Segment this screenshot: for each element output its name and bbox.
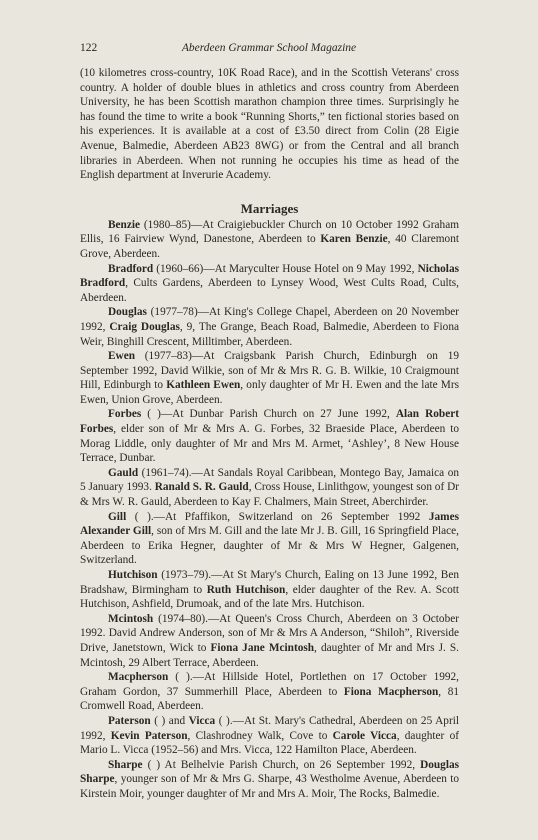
entry-text: ( )—At Dunbar Parish Church on 27 June 1992, (141, 408, 396, 421)
entry-text: ( ) and (150, 714, 189, 727)
entry-bold-name: James Alexander Gill (80, 510, 459, 538)
marriage-entry-macpherson (80, 670, 459, 714)
entry-name: Forbes (108, 408, 142, 421)
entry-text: (1977–78)—At King's College Chapel, Aberdeen on 20 November 1992, (80, 306, 459, 333)
entry-bold-name: Carole Vicca (332, 729, 397, 742)
marriage-entry-forbes (80, 407, 459, 465)
entry-bold-name: Kevin Paterson (110, 729, 188, 742)
marriage-entry-sharpe (80, 758, 459, 802)
entry-bold-name: Douglas Sharpe (80, 758, 459, 786)
entry-text: , 81 Cromwell Road, Aberdeen. (80, 685, 459, 713)
entry-name: Paterson (108, 714, 151, 727)
entry-bold-name: Alan Robert Forbes (80, 408, 459, 436)
marriage-entry-benzie (80, 218, 459, 262)
marriage-entry-douglas (80, 305, 459, 349)
entry-text: (1960–66)—At Maryculter House Hotel on 9 May 1992, (153, 262, 418, 275)
entry-text: (1980–85)—At Craigiebuckler Church on 10 October 1992 Graham Ellis, 16 Fairview Wynd, Danestone, Aberdeen to (80, 218, 459, 246)
entry-text: , Cults Gardens, Aberdeen to Lynsey Wood, West Cults Road, Cults, Aberdeen. (80, 277, 459, 304)
entry-text: ( ) At Belhelvie Parish Church, on 26 September 1992, (142, 758, 421, 771)
intro-paragraph: (10 kilometres cross-country, 10K Road Race), and in the Scottish Veterans' cross country. A holder of double blues in athletics and cross country from Aberdeen University, he has been Scottish marathon champion three times. Surprisingly he has found the time to write a book “Running Shorts,” ten fictional stories based on his experiences. It is available at a cost of £3.50 direct from Colin (28 Eigie Avenue, Balmedie, Aberdeen AB23 8WG) or from the Central and all branch libraries in Aberdeen. When not running he occupies his time as head of the English department at Inverurie Academy. (80, 67, 459, 182)
entry-text: , only daughter of Mr H. Ewen and the late Mrs Ewen, Union Grove, Aberdeen. (80, 379, 459, 406)
entry-bold-name: Craig Douglas (109, 320, 180, 333)
entry-text: , 40 Claremont Grove, Aberdeen. (80, 233, 459, 260)
marriage-entry-mcintosh (80, 612, 459, 670)
entry-text: , Clashrodney Walk, Cove to (187, 729, 333, 742)
entry-bold-name: Ranald S. R. Gauld (154, 481, 249, 494)
entry-bold-name: Karen Benzie (320, 233, 388, 246)
entry-text: , 9, The Grange, Beach Road, Balmedie, Aberdeen to Fiona Weir, Binghill Crescent, Milltimber, Aberdeen. (80, 320, 459, 348)
entry-name: Gauld (108, 466, 139, 479)
marriage-entry-paterson (80, 714, 459, 758)
marriage-entry-gauld (80, 466, 459, 510)
entry-text: , Cross House, Linlithgow, youngest son of Dr & Mrs W. R. Gauld, Aberdeen to Kay F. Chalmers, Main Street, Aberchirder. (80, 481, 459, 509)
entry-name: Gill (108, 510, 127, 523)
marriage-entry-gill (80, 510, 459, 568)
entry-bold-name: Fiona Macpherson (343, 685, 439, 698)
entry-name: Sharpe (108, 758, 143, 771)
page-number: 122 (80, 42, 98, 54)
running-head (80, 40, 458, 56)
marriage-entry-ewen (80, 349, 459, 407)
entry-name: Macpherson (108, 671, 169, 684)
entry-bold-name: Ruth Hutchison (206, 583, 286, 596)
entry-name: Ewen (108, 350, 135, 363)
entry-name: Bradford (108, 262, 154, 275)
entry-text: ( ).—At Pfaffikon, Switzerland on 26 September 1992 (126, 510, 429, 523)
entry-text: , son of Mrs M. Gill and the late Mr J. B. Gill, 16 Springfield Place, Aberdeen to Erika Hegner, daughter of Mr & Mrs W Hegner, Galgenen, Switzerland. (80, 525, 459, 567)
journal-title: Aberdeen Grammar School Magazine (181, 42, 357, 54)
entry-text: , elder daughter of the Rev. A. Scott Hutchison, Ashfield, Drumoak, and of the late Mrs. Hutchison. (80, 583, 460, 611)
entry-text: , daughter of Mr and Mrs J. S. Mcintosh, 29 Albert Terrace, Aberdeen. (80, 641, 459, 669)
entry-bold-name: Fiona Jane Mcintosh (210, 641, 315, 654)
entry-text: ( ).—At Hillside Hotel, Portlethen on 17 October 1992, Graham Gordon, 37 Summerhill Place, Aberdeen to (80, 671, 459, 698)
entry-text: , younger son of Mr & Mrs G. Sharpe, 43 Westholme Avenue, Aberdeen to Kirstein Moir, younger daughter of Mr and Mrs A. Moir, The Rocks, Balmedie. (80, 773, 459, 800)
entry-text: , daughter of Mario L. Vicca (1952–56) and Mrs. Vicca, 122 Hamilton Place, Aberdeen. (80, 729, 459, 757)
entry-text: , elder son of Mr & Mrs A. G. Forbes, 32 Braeside Place, Aberdeen to Morag Liddle, only daughter of Mr and Mrs M. Armet, ‘Ashley’, 8 New House Terrace, Dunbar. (80, 423, 459, 465)
marriage-entry-bradford (80, 262, 459, 306)
entry-name: Mcintosh (108, 612, 154, 625)
entry-text: (1977–83)—At Craigsbank Parish Church, Edinburgh on 19 September 1992, David Wilkie, son of Mr & Mrs R. G. B. Wilkie, 10 Craigmount Hill, Edinburgh to (80, 350, 459, 392)
entry-name: Hutchison (108, 569, 158, 581)
entry-name: Douglas (108, 306, 147, 319)
section-title: Marriages (240, 200, 299, 216)
entry-bold-name: Vicca (188, 714, 216, 727)
entry-bold-name: Kathleen Ewen (166, 379, 241, 392)
marriage-entry-hutchison (80, 568, 459, 612)
entry-bold-name: Nicholas Bradford (80, 262, 459, 290)
entry-text: (1973–79).—At St Mary's Church, Ealing on 13 June 1992, Ben Bradshaw, Birmingham to (80, 569, 459, 596)
body-text (80, 66, 459, 802)
entry-name: Benzie (108, 218, 140, 231)
entry-text: ( ).—At St. Mary's Cathedral, Aberdeen on 25 April 1992, (80, 714, 459, 742)
entry-text: (1974–80).—At Queen's Cross Church, Aberdeen on 3 October 1992. David Andrew Anderson, son of Mr & Mrs A Anderson, “Shiloh”, Riverside Drive, Janetstown, Wick to (80, 612, 459, 654)
entry-text: (1961–74).—At Sandals Royal Caribbean, Montego Bay, Jamaica on 5 January 1993. (80, 466, 459, 494)
